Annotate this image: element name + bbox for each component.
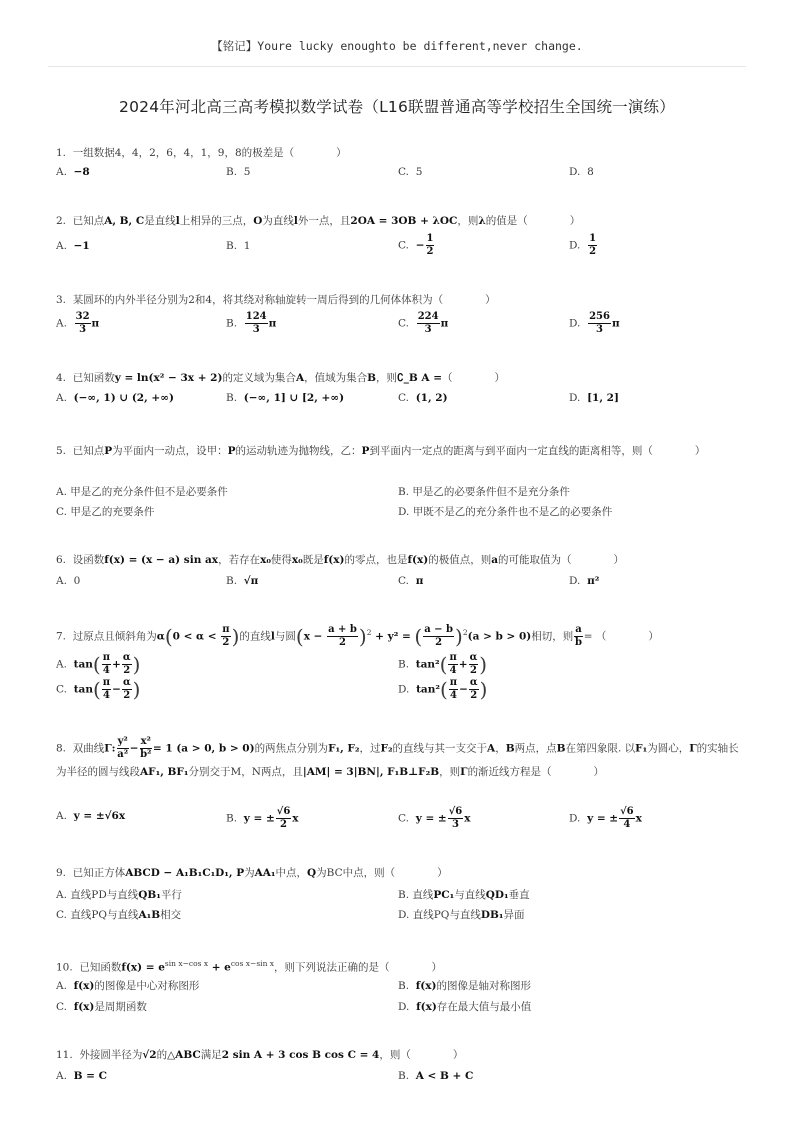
question-stem: 9. 已知正方体ABCD − A₁B₁C₁D₁, P为AA₁中点，Q为BC中点，则（ ） <box>56 867 448 879</box>
question-8 <box>56 736 746 783</box>
question-1 <box>56 146 746 160</box>
question-3 <box>56 293 746 307</box>
option-b: B. 甲是乙的必要条件但不是充分条件 <box>398 486 570 498</box>
option-b: B. 直线PC₁与直线QD₁垂直 <box>398 889 530 901</box>
option-d: D. $\frac{1}{2}$ <box>569 233 597 257</box>
question-10 <box>56 957 746 975</box>
question-11 <box>56 1048 746 1062</box>
option-d: D. 甲既不是乙的充分条件也不是乙的必要条件 <box>398 506 613 518</box>
question-stem: 4. 已知函数y = ln(x² − 3x + 2)的定义域为集合A，值域为集合B，则∁_B A =（ ） <box>56 372 506 384</box>
question-stem: 7. 过原点且倾斜角为α(0 < α < $\frac{\pi}{2}$ )的直线l与圆(x − $\frac{a + b}{2}$ )$^2$ + y² = ( $\frac{a - b}{2}$ )$^2$(a > b > 0)相切，则 $\frac{a}{b}$ = （ ） <box>56 624 659 649</box>
question-4 <box>56 371 746 385</box>
option-d: D. y = ± $\frac{√6}{4}$ x <box>569 806 642 830</box>
option-d: D. [1, 2] <box>569 392 619 404</box>
option-b: B. √π <box>226 575 259 587</box>
option-d: D. 8 <box>569 166 594 178</box>
option-b: B. $\frac{124}{3}$ π <box>226 311 277 335</box>
option-a: A. 甲是乙的充分条件但不是必要条件 <box>56 486 228 498</box>
option-b: B. 1 <box>226 240 251 252</box>
question-9 <box>56 866 746 880</box>
option-c: C. f(x)是周期函数 <box>56 1001 147 1013</box>
option-d: D. tan²( $\frac{\pi}{4}$ − $\frac{\alpha}{2}$ ) <box>398 677 488 702</box>
option-c: C. 甲是乙的充要条件 <box>56 506 155 518</box>
question-stem: 2. 已知点A, B, C是直线l上相异的三点，O为直线l外一点，且2OA = 3OB + λOC，则λ的值是（ ） <box>56 215 581 227</box>
option-a: A. tan( $\frac{\pi}{4}$ + $\frac{\alpha}{2}$ ) <box>56 652 141 677</box>
option-c: C. $\frac{224}{3}$ π <box>398 311 449 335</box>
option-a: A. −8 <box>56 166 90 178</box>
option-a: A. y = ±√6x <box>56 810 126 822</box>
question-stem: 1. 一组数据4，4，2，6，4，1，9，8的极差是（ ） <box>56 147 347 159</box>
option-b: B. f(x)的图像是轴对称图形 <box>398 980 531 992</box>
question-2 <box>56 214 746 228</box>
page-title: 2024年河北高三高考模拟数学试卷（L16联盟普通高等学校招生全国统一演练） <box>119 98 675 116</box>
option-c: C. π <box>398 575 424 587</box>
option-b: B. (−∞, 1] ∪ [2, +∞) <box>226 392 345 404</box>
question-7 <box>56 624 746 649</box>
option-c: C. (1, 2) <box>398 392 448 404</box>
header-divider <box>48 66 746 67</box>
question-stem: 6. 设函数f(x) = (x − a) sin ax，若存在x₀使得x₀既是f(x)的零点，也是f(x)的极值点，则a的可能取值为（ ） <box>56 554 625 566</box>
motto-banner: 【铭记】Youre lucky enoughto be different,never change. <box>211 39 583 53</box>
option-a: A. 直线PD与直线QB₁平行 <box>56 889 182 901</box>
option-a: A. 0 <box>56 575 81 587</box>
option-b: B. 5 <box>226 166 251 178</box>
option-a: A. $\frac{32}{3}$ π <box>56 311 100 335</box>
option-c: C. 直线PQ与直线A₁B相交 <box>56 909 182 921</box>
question-stem: 8. 双曲线Γ: $\frac{\text{y²}}{\text{a²}}$ − $\frac{\text{x²}}{\text{b²}}$ = 1 (a > 0, b > 0)的两焦点分别为F₁, F₂，过F₂的直线与其一支交于A，B两点，点B在第四象限. 以F₁为圆心，Γ的实轴长为半径的圆与线段AF₁, BF₁分别交于M，N两点，且|AM| = 3|BN|, F₁B⊥F₂B，则Γ的渐近线方程是（ ） <box>56 736 739 778</box>
question-6 <box>56 553 746 567</box>
option-c: C. 5 <box>398 166 423 178</box>
option-a: A. −1 <box>56 240 90 252</box>
option-d: D. 直线PQ与直线DB₁异面 <box>398 909 525 921</box>
option-a: A. f(x)的图像是中心对称图形 <box>56 980 200 992</box>
option-b: B. y = ± $\frac{√6}{2}$ x <box>226 806 299 830</box>
option-a: A. B = C <box>56 1070 107 1082</box>
option-c: C. − $\frac{1}{2}$ <box>398 233 434 257</box>
question-stem: 3. 某圆环的内外半径分别为2和4，将其绕对称轴旋转一周后得到的几何体体积为（ ） <box>56 294 496 306</box>
option-c: C. y = ± $\frac{√6}{3}$ x <box>398 806 471 830</box>
question-stem: 11. 外接圆半径为√2的△ABC满足2 sin A + 3 cos B cos C = 4，则（ ） <box>56 1049 464 1061</box>
question-5 <box>56 440 746 462</box>
option-d: D. f(x)存在最大值与最小值 <box>398 1001 532 1013</box>
option-b: B. A < B + C <box>398 1070 474 1082</box>
option-d: D. $\frac{256}{3}$ π <box>569 311 620 335</box>
option-d: D. π² <box>569 575 600 587</box>
option-c: C. tan( $\frac{\pi}{4}$ − $\frac{\alpha}{2}$ ) <box>56 677 141 702</box>
option-b: B. tan²( $\frac{\pi}{4}$ + $\frac{\alpha}{2}$ ) <box>398 652 488 677</box>
question-stem: 5. 已知点P为平面内一动点，设甲：P的运动轨迹为抛物线，乙：P到平面内一定点的距离与到平面内一定直线的距离相等，则（ ） <box>56 445 706 457</box>
option-a: A. (−∞, 1) ∪ (2, +∞) <box>56 392 174 404</box>
question-stem: 10. 已知函数$f(x) = e^{sin x-cos x} + e^{cos x-sin x}$，则下列说法正确的是（ ） <box>56 959 443 974</box>
